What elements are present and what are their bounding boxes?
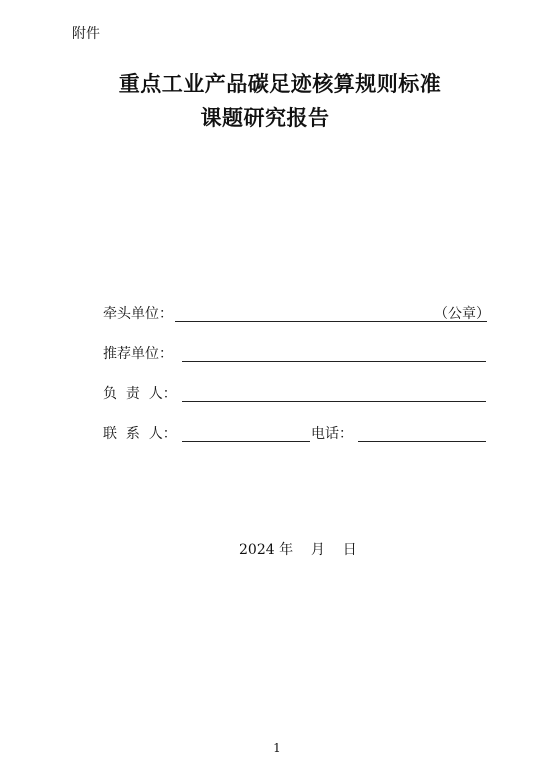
responsible-person-row [103, 384, 488, 406]
contact-label: 联 系 人： [103, 426, 177, 442]
date-month-unit: 月 [310, 542, 325, 558]
lead-unit-row [103, 304, 488, 326]
date-line [239, 540, 357, 560]
attachment-label: 附件 [72, 26, 100, 42]
responsible-person-field[interactable] [182, 401, 486, 402]
phone-field[interactable] [358, 441, 486, 442]
phone-label: 电话： [311, 426, 353, 442]
lead-unit-label: 牵头单位： [103, 306, 173, 322]
page-number: 1 [273, 741, 281, 755]
title-line-2: 课题研究报告 [200, 105, 330, 130]
responsible-person-label: 负 责 人： [103, 386, 177, 402]
contact-row [103, 424, 488, 446]
date-day-unit: 日 [342, 542, 357, 558]
recommend-unit-label: 推荐单位： [103, 346, 173, 362]
contact-field[interactable] [182, 441, 310, 442]
title-line-1: 重点工业产品碳足迹核算规则标准 [118, 71, 442, 96]
seal-note: （公章） [434, 306, 490, 322]
recommend-unit-field[interactable] [182, 361, 486, 362]
date-year: 2024 [239, 542, 275, 558]
date-year-unit: 年 [279, 542, 294, 558]
recommend-unit-row [103, 344, 488, 366]
